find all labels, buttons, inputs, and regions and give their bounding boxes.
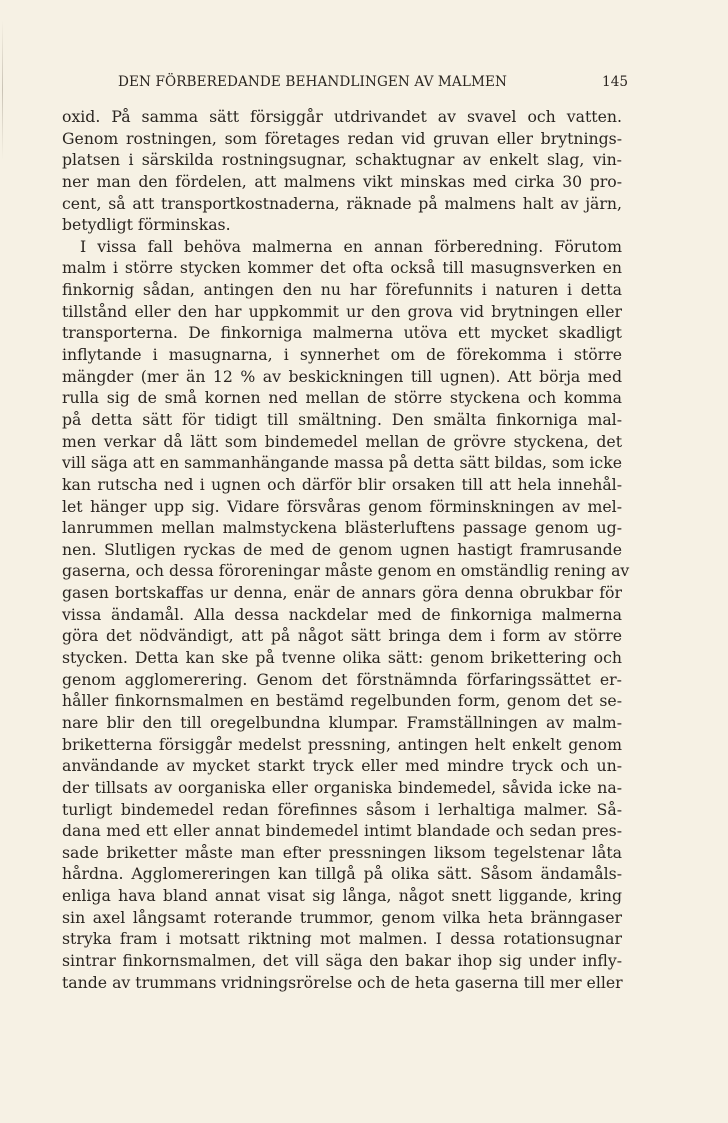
body-text bbox=[62, 106, 630, 993]
text-line: I vissa fall behöva malmerna en annan förberedning. Förutom bbox=[80, 236, 622, 256]
text-line: briketterna försiggår medelst pressning, antingen helt enkelt genom bbox=[62, 734, 622, 754]
text-line: inflytande i masugnarna, i synnerhet om de förekomma i större bbox=[62, 345, 622, 365]
text-line: genom agglomerering. Genom det förstnämnda förfaringssättet er- bbox=[62, 669, 622, 689]
text-line: transporterna. De finkorniga malmerna utöva ett mycket skadligt bbox=[62, 323, 622, 343]
text-line: gasen bortskaffas ur denna, enär de annars göra denna obrukbar för bbox=[62, 583, 622, 603]
text-line: ner man den fördelen, att malmens vikt minskas med cirka 30 pro- bbox=[62, 171, 622, 191]
text-line: sintrar finkornsmalmen, det vill säga den bakar ihop sig under infly- bbox=[62, 950, 622, 970]
text-line: vill säga att en sammanhängande massa på detta sätt bildas, som icke bbox=[62, 453, 622, 473]
text-line: sade briketter måste man efter pressningen liksom tegelstenar låta bbox=[62, 842, 622, 862]
text-line: stryka fram i motsatt riktning mot malmen. I dessa rotationsugnar bbox=[62, 929, 622, 949]
text-line: dana med ett eller annat bindemedel intimt blandade och sedan pres- bbox=[62, 821, 622, 841]
text-line: enliga hava bland annat visat sig långa, något snett liggande, kring bbox=[62, 886, 622, 906]
text-line: användande av mycket starkt tryck eller med mindre tryck och un- bbox=[62, 756, 622, 776]
text-line: oxid. På samma sätt försiggår utdrivandet av svavel och vatten. bbox=[62, 107, 622, 126]
text-line: tillstånd eller den har uppkommit ur den grova vid brytningen eller bbox=[62, 301, 622, 321]
text-line: betydligt förminskas. bbox=[62, 215, 231, 235]
text-line: på detta sätt för tidigt till smältning. Den smälta finkorniga mal- bbox=[62, 409, 622, 429]
text-line: Genom rostningen, som företages redan vid gruvan eller brytnings- bbox=[62, 128, 622, 148]
text-line: stycken. Detta kan ske på tvenne olika sätt: genom brikettering och bbox=[62, 648, 622, 668]
text-line: nen. Slutligen ryckas de med de genom ugnen hastigt framrusande bbox=[62, 539, 622, 559]
text-line: kan rutscha ned i ugnen och därför blir orsaken till att hela innehål- bbox=[62, 474, 622, 494]
text-line: der tillsats av oorganiska eller organiska bindemedel, såvida icke na- bbox=[62, 777, 622, 797]
running-head: DEN FÖRBEREDANDE BEHANDLINGEN AV MALMEN bbox=[118, 74, 508, 90]
text-line: rulla sig de små kornen ned mellan de större styckena och komma bbox=[62, 388, 622, 408]
text-line: platsen i särskilda rostningsugnar, schaktugnar av enkelt slag, vin- bbox=[62, 150, 622, 170]
text-line: cent, så att transportkostnaderna, räknade på malmens halt av järn, bbox=[62, 193, 622, 213]
text-line: göra det nödvändigt, att på något sätt bringa dem i form av större bbox=[62, 626, 622, 646]
text-line: lanrummen mellan malmstyckena blästerluftens passage genom ug- bbox=[62, 518, 622, 538]
text-line: mängder (mer än 12 % av beskickningen till ugnen). Att börja med bbox=[62, 366, 622, 386]
text-line: turligt bindemedel redan förefinnes såsom i lerhaltiga malmer. Så- bbox=[62, 799, 622, 819]
text-line: sin axel långsamt roterande trummor, genom vilka heta bränngaser bbox=[62, 907, 622, 927]
text-line: håller finkornsmalmen en bestämd regelbunden form, genom det se- bbox=[62, 691, 622, 711]
page-number: 145 bbox=[602, 74, 628, 90]
text-line: finkornig sådan, antingen den nu har förefunnits i naturen i detta bbox=[62, 280, 622, 300]
text-line: vissa ändamål. Alla dessa nackdelar med de finkorniga malmerna bbox=[62, 604, 622, 624]
text-line: nare blir den till oregelbundna klumpar. Framställningen av malm- bbox=[62, 712, 622, 732]
text-line: let hänger upp sig. Vidare försvåras genom förminskningen av mel- bbox=[62, 496, 622, 516]
scan-edge-shadow bbox=[2, 20, 3, 160]
text-line: men verkar då lätt som bindemedel mellan de grövre styckena, det bbox=[62, 431, 622, 451]
page-header bbox=[118, 74, 628, 96]
text-line: malm i större stycken kommer det ofta också till masugnsverken en bbox=[62, 258, 622, 278]
text-line: tande av trummans vridningsrörelse och de heta gaserna till mer eller bbox=[62, 972, 623, 992]
text-line: gaserna, och dessa föroreningar måste genom en omständlig rening av bbox=[62, 561, 630, 581]
text-line: hårdna. Agglomereringen kan tillgå på olika sätt. Såsom ändamåls- bbox=[62, 864, 622, 884]
